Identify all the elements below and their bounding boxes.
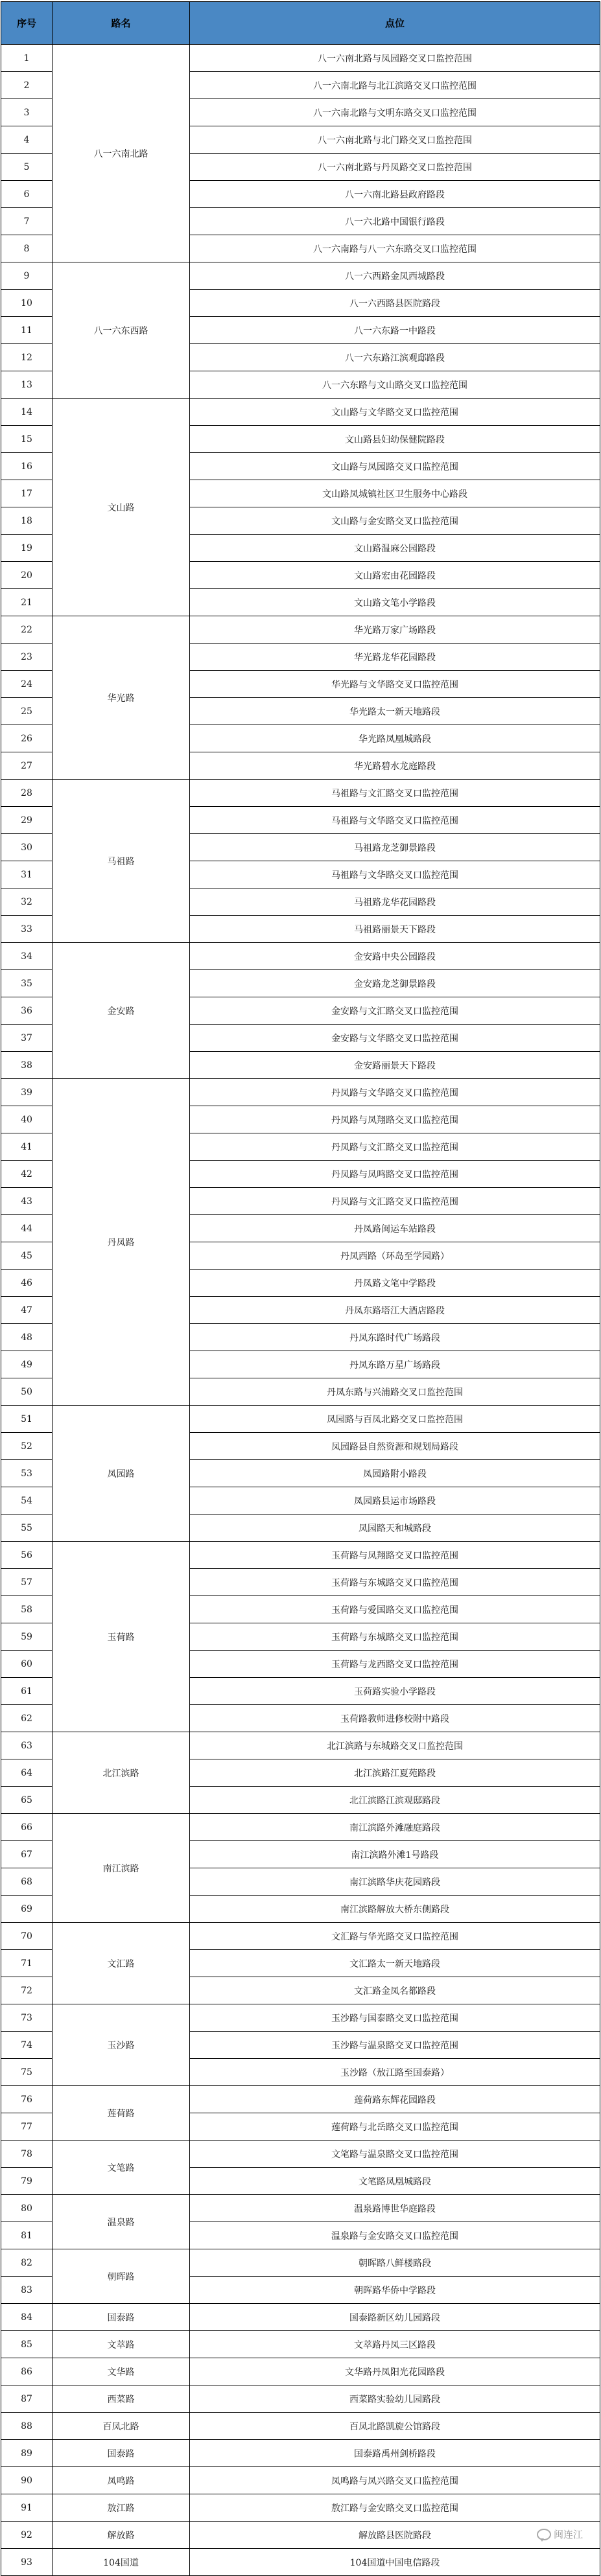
location-cell: 丹凤东路与兴浦路交叉口监控范围 — [190, 1378, 600, 1406]
row-number-cell: 90 — [1, 2467, 53, 2494]
row-number-cell: 88 — [1, 2413, 53, 2440]
location-cell: 丹凤路与文汇路交叉口监控范围 — [190, 1188, 600, 1215]
location-cell: 八一六北路中国银行路段 — [190, 208, 600, 235]
location-cell: 文山路文笔小学路段 — [190, 589, 600, 616]
location-cell: 金安路与文华路交叉口监控范围 — [190, 1025, 600, 1052]
location-cell: 华光路碧水龙庭路段 — [190, 752, 600, 780]
row-number-cell: 2 — [1, 72, 53, 99]
location-cell: 凤鸣路与凤兴路交叉口监控范围 — [190, 2467, 600, 2494]
row-number-cell: 41 — [1, 1133, 53, 1161]
table-row — [1, 2494, 600, 2522]
row-number-cell: 23 — [1, 644, 53, 671]
row-number-cell: 87 — [1, 2385, 53, 2413]
road-name-cell: 北江滨路 — [53, 1732, 190, 1814]
row-number-cell: 83 — [1, 2277, 53, 2304]
location-cell: 八一六西路金凤西城路段 — [190, 262, 600, 290]
location-cell: 八一六南北路与北江滨路交叉口监控范围 — [190, 72, 600, 99]
location-cell: 丹凤西路（环岛至学园路） — [190, 1242, 600, 1270]
table-row — [1, 780, 600, 807]
watermark-text: 闽连江 — [553, 2529, 583, 2540]
row-number-cell: 33 — [1, 916, 53, 943]
header-road: 路名 — [53, 2, 190, 45]
location-cell: 凤园路附小路段 — [190, 1460, 600, 1487]
location-cell: 金安路龙芝御景路段 — [190, 970, 600, 997]
table-row — [1, 2304, 600, 2331]
location-cell: 国泰路禹州剑桥路段 — [190, 2440, 600, 2467]
location-cell: 玉荷路教师进修校附中路段 — [190, 1705, 600, 1732]
row-number-cell: 18 — [1, 507, 53, 535]
row-number-cell: 24 — [1, 671, 53, 698]
location-cell: 文山路温麻公园路段 — [190, 535, 600, 562]
location-cell: 马祖路与文华路交叉口监控范围 — [190, 861, 600, 888]
row-number-cell: 46 — [1, 1270, 53, 1297]
road-name-cell: 国泰路 — [53, 2304, 190, 2331]
location-cell: 凤园路天和城路段 — [190, 1514, 600, 1542]
table-row — [1, 2467, 600, 2494]
location-cell: 文汇路太一新天地路段 — [190, 1950, 600, 1977]
row-number-cell: 19 — [1, 535, 53, 562]
road-name-cell: 朝晖路 — [53, 2249, 190, 2304]
row-number-cell: 58 — [1, 1596, 53, 1623]
location-cell: 朝晖路华侨中学路段 — [190, 2277, 600, 2304]
location-cell: 玉荷路与龙西路交叉口监控范围 — [190, 1651, 600, 1678]
row-number-cell: 6 — [1, 181, 53, 208]
row-number-cell: 50 — [1, 1378, 53, 1406]
location-cell: 文山路宏由花园路段 — [190, 562, 600, 589]
location-cell: 国泰路新区幼儿园路段 — [190, 2304, 600, 2331]
row-number-cell: 11 — [1, 317, 53, 344]
location-cell: 凤园路县自然资源和规划局路段 — [190, 1433, 600, 1460]
row-number-cell: 78 — [1, 2141, 53, 2168]
row-number-cell: 80 — [1, 2195, 53, 2222]
location-cell: 文山路凤城镇社区卫生服务中心路段 — [190, 480, 600, 507]
location-cell: 华光路凤凰城路段 — [190, 725, 600, 752]
row-number-cell: 85 — [1, 2331, 53, 2358]
location-cell: 南江滨路华庆花园路段 — [190, 1868, 600, 1896]
location-cell: 南江滨路外滩1号路段 — [190, 1841, 600, 1868]
table-row — [1, 45, 600, 72]
road-name-cell: 八一六东西路 — [53, 262, 190, 399]
location-cell: 解放路县医院路段 — [190, 2522, 600, 2549]
row-number-cell: 1 — [1, 45, 53, 72]
table-row — [1, 616, 600, 644]
road-name-cell: 文笔路 — [53, 2141, 190, 2195]
location-cell: 丹凤路闽运车站路段 — [190, 1215, 600, 1242]
location-cell: 玉荷路与东城路交叉口监控范围 — [190, 1623, 600, 1651]
location-cell: 玉沙路（敖江路至国泰路） — [190, 2059, 600, 2086]
location-cell: 华光路万家广场路段 — [190, 616, 600, 644]
header-row — [1, 2, 600, 45]
location-cell: 马祖路与文汇路交叉口监控范围 — [190, 780, 600, 807]
location-cell: 玉沙路与国泰路交叉口监控范围 — [190, 2004, 600, 2032]
row-number-cell: 13 — [1, 371, 53, 399]
location-cell: 文笔路与温泉路交叉口监控范围 — [190, 2141, 600, 2168]
table-body — [1, 45, 600, 2576]
location-cell: 金安路中央公园路段 — [190, 943, 600, 970]
header-location: 点位 — [190, 2, 600, 45]
row-number-cell: 53 — [1, 1460, 53, 1487]
location-cell: 八一六南北路与凤园路交叉口监控范围 — [190, 45, 600, 72]
table-row — [1, 2004, 600, 2032]
chat-bubble-icon — [537, 2529, 551, 2540]
row-number-cell: 34 — [1, 943, 53, 970]
row-number-cell: 15 — [1, 426, 53, 453]
row-number-cell: 89 — [1, 2440, 53, 2467]
location-cell: 马祖路丽景天下路段 — [190, 916, 600, 943]
row-number-cell: 47 — [1, 1297, 53, 1324]
table-row — [1, 1732, 600, 1759]
table-header — [1, 2, 600, 45]
location-cell: 温泉路博世华庭路段 — [190, 2195, 600, 2222]
road-name-cell: 莲荷路 — [53, 2086, 190, 2141]
location-cell: 南江滨路外滩融庭路段 — [190, 1814, 600, 1841]
row-number-cell: 68 — [1, 1868, 53, 1896]
row-number-cell: 76 — [1, 2086, 53, 2113]
row-number-cell: 77 — [1, 2113, 53, 2141]
row-number-cell: 52 — [1, 1433, 53, 1460]
row-number-cell: 70 — [1, 1923, 53, 1950]
table-row — [1, 2086, 600, 2113]
row-number-cell: 28 — [1, 780, 53, 807]
location-cell: 八一六东路江滨观邸路段 — [190, 344, 600, 371]
row-number-cell: 74 — [1, 2032, 53, 2059]
location-cell: 丹凤路与文汇路交叉口监控范围 — [190, 1133, 600, 1161]
row-number-cell: 9 — [1, 262, 53, 290]
location-cell: 凤园路县运市场路段 — [190, 1487, 600, 1514]
table-row — [1, 2195, 600, 2222]
road-name-cell: 西菜路 — [53, 2385, 190, 2413]
row-number-cell: 63 — [1, 1732, 53, 1759]
row-number-cell: 82 — [1, 2249, 53, 2277]
location-cell: 北江滨路江夏苑路段 — [190, 1759, 600, 1787]
road-name-cell: 玉荷路 — [53, 1542, 190, 1732]
watermark — [537, 2527, 583, 2541]
row-number-cell: 66 — [1, 1814, 53, 1841]
location-cell: 丹凤路与凤鸣路交叉口监控范围 — [190, 1161, 600, 1188]
row-number-cell: 42 — [1, 1161, 53, 1188]
location-cell: 文萃路丹凤三区路段 — [190, 2331, 600, 2358]
location-cell: 玉沙路与温泉路交叉口监控范围 — [190, 2032, 600, 2059]
row-number-cell: 55 — [1, 1514, 53, 1542]
row-number-cell: 57 — [1, 1569, 53, 1596]
table-row — [1, 1814, 600, 1841]
row-number-cell: 56 — [1, 1542, 53, 1569]
header-no: 序号 — [1, 2, 53, 45]
row-number-cell: 93 — [1, 2549, 53, 2576]
row-number-cell: 43 — [1, 1188, 53, 1215]
row-number-cell: 27 — [1, 752, 53, 780]
location-cell: 玉荷路与东城路交叉口监控范围 — [190, 1569, 600, 1596]
road-name-cell: 丹凤路 — [53, 1079, 190, 1406]
location-cell: 八一六南北路县政府路段 — [190, 181, 600, 208]
row-number-cell: 67 — [1, 1841, 53, 1868]
row-number-cell: 8 — [1, 235, 53, 262]
table-row — [1, 262, 600, 290]
location-cell: 104国道中国电信路段 — [190, 2549, 600, 2576]
location-cell: 玉荷路与凤翔路交叉口监控范围 — [190, 1542, 600, 1569]
row-number-cell: 72 — [1, 1977, 53, 2004]
row-number-cell: 65 — [1, 1787, 53, 1814]
row-number-cell: 14 — [1, 399, 53, 426]
location-cell: 敖江路与金安路交叉口监控范围 — [190, 2494, 600, 2522]
road-name-cell: 南江滨路 — [53, 1814, 190, 1923]
row-number-cell: 73 — [1, 2004, 53, 2032]
road-name-cell: 敖江路 — [53, 2494, 190, 2522]
location-cell: 八一六南路与八一六东路交叉口监控范围 — [190, 235, 600, 262]
road-name-cell: 马祖路 — [53, 780, 190, 943]
row-number-cell: 12 — [1, 344, 53, 371]
road-name-cell: 温泉路 — [53, 2195, 190, 2249]
row-number-cell: 21 — [1, 589, 53, 616]
row-number-cell: 5 — [1, 154, 53, 181]
row-number-cell: 54 — [1, 1487, 53, 1514]
location-cell: 文笔路凤凰城路段 — [190, 2168, 600, 2195]
row-number-cell: 16 — [1, 453, 53, 480]
road-name-cell: 八一六南北路 — [53, 45, 190, 262]
location-cell: 丹凤路与凤翔路交叉口监控范围 — [190, 1106, 600, 1133]
location-cell: 朝晖路八鲜楼路段 — [190, 2249, 600, 2277]
location-cell: 温泉路与金安路交叉口监控范围 — [190, 2222, 600, 2249]
location-cell: 八一六西路县医院路段 — [190, 290, 600, 317]
row-number-cell: 17 — [1, 480, 53, 507]
row-number-cell: 61 — [1, 1678, 53, 1705]
location-cell: 西菜路实验幼儿园路段 — [190, 2385, 600, 2413]
table-row — [1, 943, 600, 970]
location-cell: 玉荷路与爱国路交叉口监控范围 — [190, 1596, 600, 1623]
location-cell: 八一六东路与文山路交叉口监控范围 — [190, 371, 600, 399]
table-row — [1, 2331, 600, 2358]
location-cell: 八一六南北路与文明东路交叉口监控范围 — [190, 99, 600, 126]
location-cell: 南江滨路解放大桥东侧路段 — [190, 1896, 600, 1923]
row-number-cell: 38 — [1, 1052, 53, 1079]
row-number-cell: 10 — [1, 290, 53, 317]
row-number-cell: 59 — [1, 1623, 53, 1651]
row-number-cell: 60 — [1, 1651, 53, 1678]
row-number-cell: 69 — [1, 1896, 53, 1923]
location-cell: 文汇路金凤名都路段 — [190, 1977, 600, 2004]
location-cell: 莲荷路与北岳路交叉口监控范围 — [190, 2113, 600, 2141]
location-cell: 金安路丽景天下路段 — [190, 1052, 600, 1079]
row-number-cell: 4 — [1, 126, 53, 154]
row-number-cell: 62 — [1, 1705, 53, 1732]
road-name-cell: 百凤北路 — [53, 2413, 190, 2440]
location-cell: 北江滨路与东城路交叉口监控范围 — [190, 1732, 600, 1759]
row-number-cell: 64 — [1, 1759, 53, 1787]
road-name-cell: 解放路 — [53, 2522, 190, 2549]
row-number-cell: 32 — [1, 888, 53, 916]
location-cell: 华光路太一新天地路段 — [190, 698, 600, 725]
row-number-cell: 40 — [1, 1106, 53, 1133]
road-name-cell: 文山路 — [53, 399, 190, 616]
row-number-cell: 25 — [1, 698, 53, 725]
row-number-cell: 35 — [1, 970, 53, 997]
location-cell: 丹凤东路万星广场路段 — [190, 1351, 600, 1378]
location-cell: 凤园路与百凤北路交叉口监控范围 — [190, 1406, 600, 1433]
road-name-cell: 文华路 — [53, 2358, 190, 2385]
row-number-cell: 3 — [1, 99, 53, 126]
row-number-cell: 92 — [1, 2522, 53, 2549]
row-number-cell: 44 — [1, 1215, 53, 1242]
table-row — [1, 2385, 600, 2413]
location-cell: 文山路与文华路交叉口监控范围 — [190, 399, 600, 426]
location-cell: 丹凤路文笔中学路段 — [190, 1270, 600, 1297]
row-number-cell: 29 — [1, 807, 53, 834]
road-name-cell: 104国道 — [53, 2549, 190, 2576]
row-number-cell: 39 — [1, 1079, 53, 1106]
location-cell: 金安路与文汇路交叉口监控范围 — [190, 997, 600, 1025]
row-number-cell: 86 — [1, 2358, 53, 2385]
table-row — [1, 2549, 600, 2576]
row-number-cell: 26 — [1, 725, 53, 752]
location-cell: 文山路与金安路交叉口监控范围 — [190, 507, 600, 535]
location-cell: 马祖路龙芝御景路段 — [190, 834, 600, 861]
location-cell: 丹凤东路时代广场路段 — [190, 1324, 600, 1351]
road-name-cell: 文汇路 — [53, 1923, 190, 2004]
location-cell: 马祖路龙华花园路段 — [190, 888, 600, 916]
road-name-cell: 凤鸣路 — [53, 2467, 190, 2494]
location-cell: 马祖路与文华路交叉口监控范围 — [190, 807, 600, 834]
row-number-cell: 45 — [1, 1242, 53, 1270]
location-cell: 八一六东路一中路段 — [190, 317, 600, 344]
road-name-cell: 玉沙路 — [53, 2004, 190, 2086]
road-name-cell: 华光路 — [53, 616, 190, 780]
row-number-cell: 31 — [1, 861, 53, 888]
row-number-cell: 7 — [1, 208, 53, 235]
row-number-cell: 91 — [1, 2494, 53, 2522]
table-row — [1, 399, 600, 426]
row-number-cell: 22 — [1, 616, 53, 644]
location-cell: 八一六南北路与北门路交叉口监控范围 — [190, 126, 600, 154]
location-cell: 百凤北路凯旋公馆路段 — [190, 2413, 600, 2440]
location-cell: 丹凤路与文华路交叉口监控范围 — [190, 1079, 600, 1106]
location-cell: 文华路丹凤阳光花园路段 — [190, 2358, 600, 2385]
table-row — [1, 2440, 600, 2467]
row-number-cell: 37 — [1, 1025, 53, 1052]
row-number-cell: 75 — [1, 2059, 53, 2086]
location-cell: 莲荷路东辉花园路段 — [190, 2086, 600, 2113]
row-number-cell: 81 — [1, 2222, 53, 2249]
table-row — [1, 2413, 600, 2440]
row-number-cell: 84 — [1, 2304, 53, 2331]
row-number-cell: 49 — [1, 1351, 53, 1378]
road-name-cell: 文萃路 — [53, 2331, 190, 2358]
table-row — [1, 2358, 600, 2385]
row-number-cell: 48 — [1, 1324, 53, 1351]
location-cell: 八一六南北路与丹凤路交叉口监控范围 — [190, 154, 600, 181]
table-row — [1, 2141, 600, 2168]
road-name-cell: 国泰路 — [53, 2440, 190, 2467]
location-cell: 文汇路与华光路交叉口监控范围 — [190, 1923, 600, 1950]
location-cell: 华光路与文华路交叉口监控范围 — [190, 671, 600, 698]
table-row — [1, 1542, 600, 1569]
location-cell: 丹凤东路塔江大酒店路段 — [190, 1297, 600, 1324]
row-number-cell: 79 — [1, 2168, 53, 2195]
location-cell: 文山路与凤园路交叉口监控范围 — [190, 453, 600, 480]
location-cell: 北江滨路江滨观邸路段 — [190, 1787, 600, 1814]
table-row — [1, 2249, 600, 2277]
row-number-cell: 20 — [1, 562, 53, 589]
location-cell: 玉荷路实验小学路段 — [190, 1678, 600, 1705]
location-cell: 文山路县妇幼保健院路段 — [190, 426, 600, 453]
monitoring-points-table — [1, 1, 600, 2576]
row-number-cell: 51 — [1, 1406, 53, 1433]
row-number-cell: 30 — [1, 834, 53, 861]
table-row — [1, 1923, 600, 1950]
location-cell: 华光路龙华花园路段 — [190, 644, 600, 671]
table-row — [1, 1406, 600, 1433]
row-number-cell: 71 — [1, 1950, 53, 1977]
table-row — [1, 2522, 600, 2549]
road-name-cell: 凤园路 — [53, 1406, 190, 1542]
table-row — [1, 1079, 600, 1106]
road-name-cell: 金安路 — [53, 943, 190, 1079]
row-number-cell: 36 — [1, 997, 53, 1025]
